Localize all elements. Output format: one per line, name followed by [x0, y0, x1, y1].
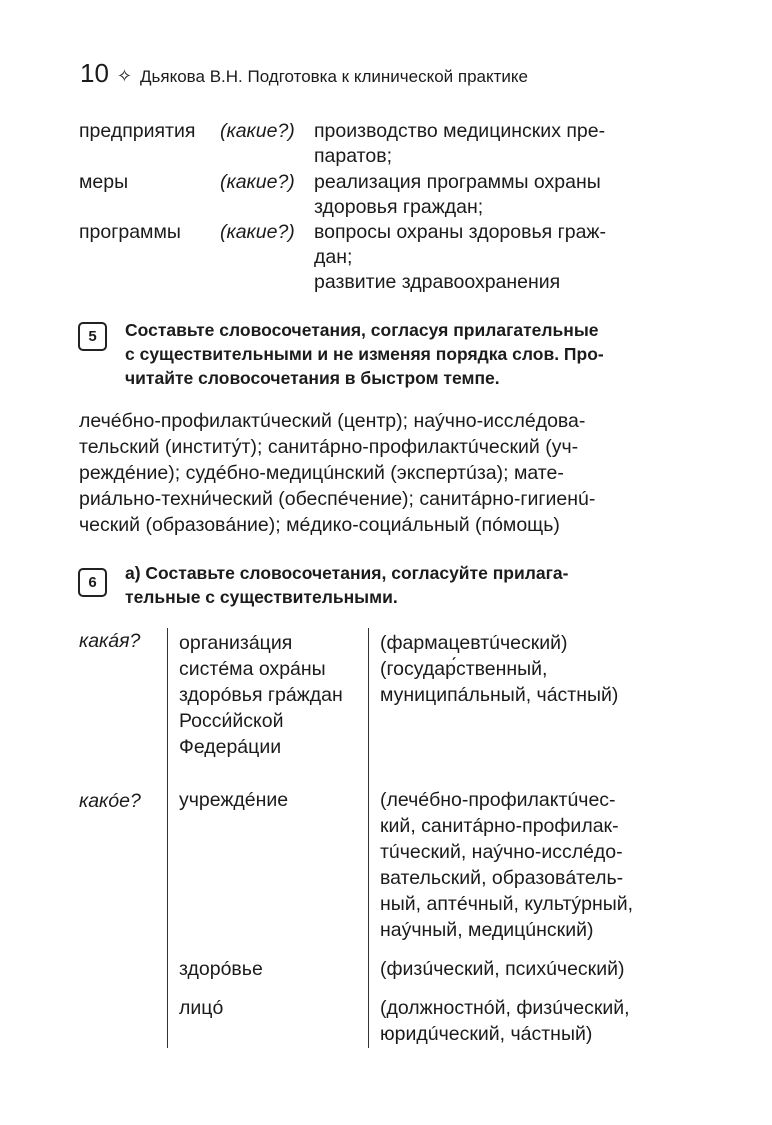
- running-title: Дьякова В.Н. Подготовка к клинической практике: [140, 67, 528, 86]
- list-question: (какие?): [220, 221, 295, 243]
- table-adjectives: (лечéбно-профилактúчес- кий, санитáрно-профилак- тúческий, наýчно-исслéдо- вательский, образовáтель- ный, аптéчный, культýрный, наýчный, медицúнский): [380, 789, 634, 941]
- table-adjectives: (фармацевтúческий) (государ́ственный, муниципáльный, чáстный): [380, 632, 619, 706]
- table-noun: здорóвье: [179, 958, 263, 980]
- table-noun: организáция систéма охрáны здорóвья грáждан Росси́йской Федерáции: [179, 632, 343, 758]
- list-question: (какие?): [220, 171, 295, 193]
- task-6-instruction: а) Составьте словосочетания, согласуйте прилага- тельные с существительными.: [125, 563, 569, 607]
- task-number-badge: 5: [78, 322, 107, 351]
- table-question: какóе?: [79, 790, 141, 812]
- list-word: предприятия: [79, 120, 196, 142]
- table-divider: [167, 628, 168, 1048]
- table-adjectives: (физúческий, психúческий): [380, 958, 625, 980]
- list-word: меры: [79, 171, 129, 193]
- collocations-paragraph: лечéбно-профилактúческий (центр); наýчно-исслéдова- тельский (институ́т); санитáрно-профилактúческий (уч- реждéние); судéбно-медицúнский (экспертúза); мате- риáльно-техни́ческий (обеспéчение); санитáрно-гигиенú- ческий (образовáние); мéдико-социáльный (пóмощь): [79, 410, 596, 536]
- task-5-instruction: Составьте словосочетания, согласуя прилагательные с существительными и не изменяя порядка слов. Про- читайте словосочетания в быстром темпе.: [125, 320, 604, 388]
- table-noun: лицó: [179, 997, 224, 1019]
- task-number-badge: 6: [78, 568, 107, 597]
- page-header: [80, 58, 528, 89]
- list-question: (какие?): [220, 120, 295, 142]
- page-number: 10: [80, 58, 109, 88]
- list-word: программы: [79, 221, 181, 243]
- table-divider: [368, 628, 369, 1048]
- list-description: реализация программы охраны здоровья граждан;: [314, 171, 601, 218]
- list-description: вопросы охраны здоровья граж- дан; развитие здравоохранения: [314, 221, 606, 293]
- list-description: производство медицинских пре- паратов;: [314, 120, 606, 167]
- table-noun: учреждéние: [179, 789, 289, 811]
- star-icon: ✧: [116, 66, 133, 86]
- table-adjectives: (должностнóй, физúческий, юридúческий, чáстный): [380, 997, 630, 1045]
- table-question: какáя?: [79, 630, 141, 652]
